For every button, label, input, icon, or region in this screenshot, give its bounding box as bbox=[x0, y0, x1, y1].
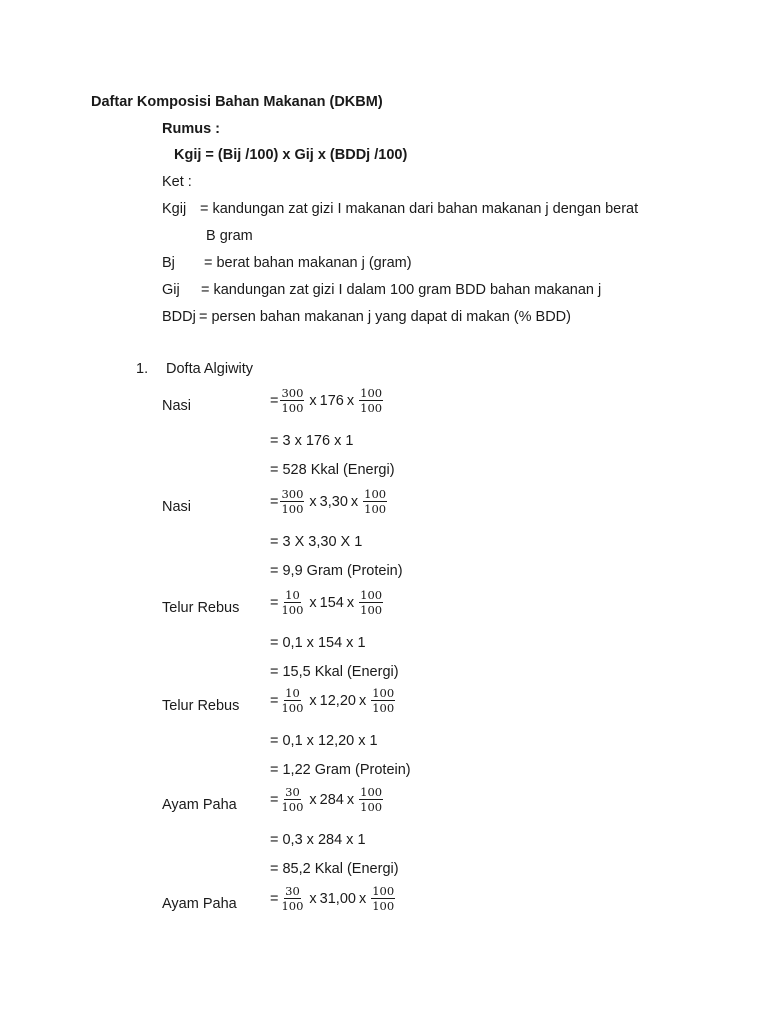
fraction bbox=[359, 786, 383, 813]
times-sign: x bbox=[346, 392, 355, 409]
definition-text: = kandungan zat gizi I dalam 100 gram BDD bahan makanan j bbox=[201, 282, 602, 298]
fraction-numerator: 100 bbox=[360, 588, 383, 602]
times-sign: x bbox=[358, 890, 367, 907]
times-sign: x bbox=[309, 890, 317, 907]
fraction-denominator: 100 bbox=[364, 502, 387, 516]
times-sign: x bbox=[358, 692, 367, 709]
definition-text: = kandungan zat gizi I makanan dari bahan makanan j dengan berat bbox=[200, 201, 639, 217]
fraction-numerator: 30 bbox=[285, 884, 300, 898]
fraction bbox=[371, 687, 395, 714]
food-name: Ayam Paha bbox=[162, 797, 237, 813]
nutrient-value: 154 bbox=[319, 594, 344, 611]
fraction-denominator: 100 bbox=[281, 401, 304, 415]
times-sign: x bbox=[350, 493, 359, 510]
fraction-denominator: 100 bbox=[281, 603, 304, 617]
rumus-label: Rumus : bbox=[162, 121, 220, 137]
fraction bbox=[280, 589, 304, 616]
times-sign: x bbox=[346, 594, 355, 611]
nutrient-value: 31,00 bbox=[319, 890, 356, 907]
times-sign: x bbox=[309, 791, 317, 808]
fraction-numerator: 100 bbox=[360, 386, 383, 400]
definition-text: = persen bahan makanan j yang dapat di makan (% BDD) bbox=[199, 309, 571, 325]
definition-term: Kgij bbox=[162, 201, 187, 217]
equals-sign: = bbox=[270, 791, 279, 808]
definition-term: Bj bbox=[162, 255, 175, 271]
fraction-denominator: 100 bbox=[281, 800, 304, 814]
calculation-result: = 9,9 Gram (Protein) bbox=[270, 563, 403, 579]
nutrient-value: 176 bbox=[319, 392, 344, 409]
calculation-result: = 15,5 Kkal (Energi) bbox=[270, 664, 399, 680]
fraction-denominator: 100 bbox=[281, 502, 304, 516]
equals-sign: = bbox=[270, 594, 279, 611]
equals-sign: = bbox=[270, 392, 279, 409]
ket-label: Ket : bbox=[162, 174, 192, 190]
definition-term: Gij bbox=[162, 282, 180, 298]
definition-text: B gram bbox=[206, 228, 253, 244]
fraction bbox=[280, 387, 304, 414]
fraction-numerator: 300 bbox=[281, 487, 304, 501]
calculation-expression bbox=[270, 589, 385, 616]
fraction-denominator: 100 bbox=[281, 701, 304, 715]
fraction bbox=[280, 687, 304, 714]
fraction bbox=[359, 589, 383, 616]
fraction-denominator: 100 bbox=[360, 401, 383, 415]
document-title: Daftar Komposisi Bahan Makanan (DKBM) bbox=[91, 94, 383, 110]
formula: Kgij = (Bij /100) x Gij x (BDDj /100) bbox=[174, 147, 408, 163]
fraction-denominator: 100 bbox=[281, 899, 304, 913]
calculation-expression bbox=[270, 387, 385, 414]
nutrient-value: 12,20 bbox=[319, 692, 356, 709]
fraction-numerator: 10 bbox=[285, 686, 300, 700]
fraction-numerator: 100 bbox=[372, 686, 395, 700]
fraction bbox=[359, 387, 383, 414]
times-sign: x bbox=[309, 594, 317, 611]
fraction-numerator: 10 bbox=[285, 588, 300, 602]
fraction bbox=[280, 885, 304, 912]
times-sign: x bbox=[309, 493, 317, 510]
fraction-numerator: 100 bbox=[364, 487, 387, 501]
calculation-step: = 0,1 x 12,20 x 1 bbox=[270, 733, 378, 749]
fraction-numerator: 100 bbox=[360, 785, 383, 799]
fraction bbox=[280, 488, 304, 515]
equals-sign: = bbox=[270, 493, 279, 510]
nutrient-value: 3,30 bbox=[319, 493, 348, 510]
equals-sign: = bbox=[270, 692, 279, 709]
fraction-denominator: 100 bbox=[360, 800, 383, 814]
calculation-result: = 1,22 Gram (Protein) bbox=[270, 762, 411, 778]
calculation-expression bbox=[270, 488, 389, 515]
definition-term: BDDj bbox=[162, 309, 196, 325]
food-name: Ayam Paha bbox=[162, 896, 237, 912]
food-name: Telur Rebus bbox=[162, 600, 240, 616]
fraction-numerator: 300 bbox=[281, 386, 304, 400]
calculation-expression bbox=[270, 885, 397, 912]
calculation-expression bbox=[270, 786, 385, 813]
calculation-expression bbox=[270, 687, 397, 714]
food-name: Telur Rebus bbox=[162, 698, 240, 714]
list-number: 1. bbox=[136, 361, 149, 377]
fraction bbox=[371, 885, 395, 912]
food-name: Nasi bbox=[162, 499, 192, 515]
fraction bbox=[363, 488, 387, 515]
list-name: Dofta Algiwity bbox=[166, 361, 254, 377]
nutrient-value: 284 bbox=[319, 791, 344, 808]
fraction-denominator: 100 bbox=[360, 603, 383, 617]
calculation-step: = 3 x 176 x 1 bbox=[270, 433, 354, 449]
equals-sign: = bbox=[270, 890, 279, 907]
calculation-step: = 3 X 3,30 X 1 bbox=[270, 534, 363, 550]
fraction-numerator: 30 bbox=[285, 785, 300, 799]
fraction-denominator: 100 bbox=[372, 899, 395, 913]
calculation-step: = 0,1 x 154 x 1 bbox=[270, 635, 366, 651]
fraction-denominator: 100 bbox=[372, 701, 395, 715]
calculation-result: = 528 Kkal (Energi) bbox=[270, 462, 395, 478]
fraction bbox=[280, 786, 304, 813]
food-name: Nasi bbox=[162, 398, 192, 414]
times-sign: x bbox=[309, 692, 317, 709]
fraction-numerator: 100 bbox=[372, 884, 395, 898]
calculation-result: = 85,2 Kkal (Energi) bbox=[270, 861, 399, 877]
definition-text: = berat bahan makanan j (gram) bbox=[204, 255, 412, 271]
times-sign: x bbox=[346, 791, 355, 808]
calculation-step: = 0,3 x 284 x 1 bbox=[270, 832, 366, 848]
times-sign: x bbox=[309, 392, 317, 409]
